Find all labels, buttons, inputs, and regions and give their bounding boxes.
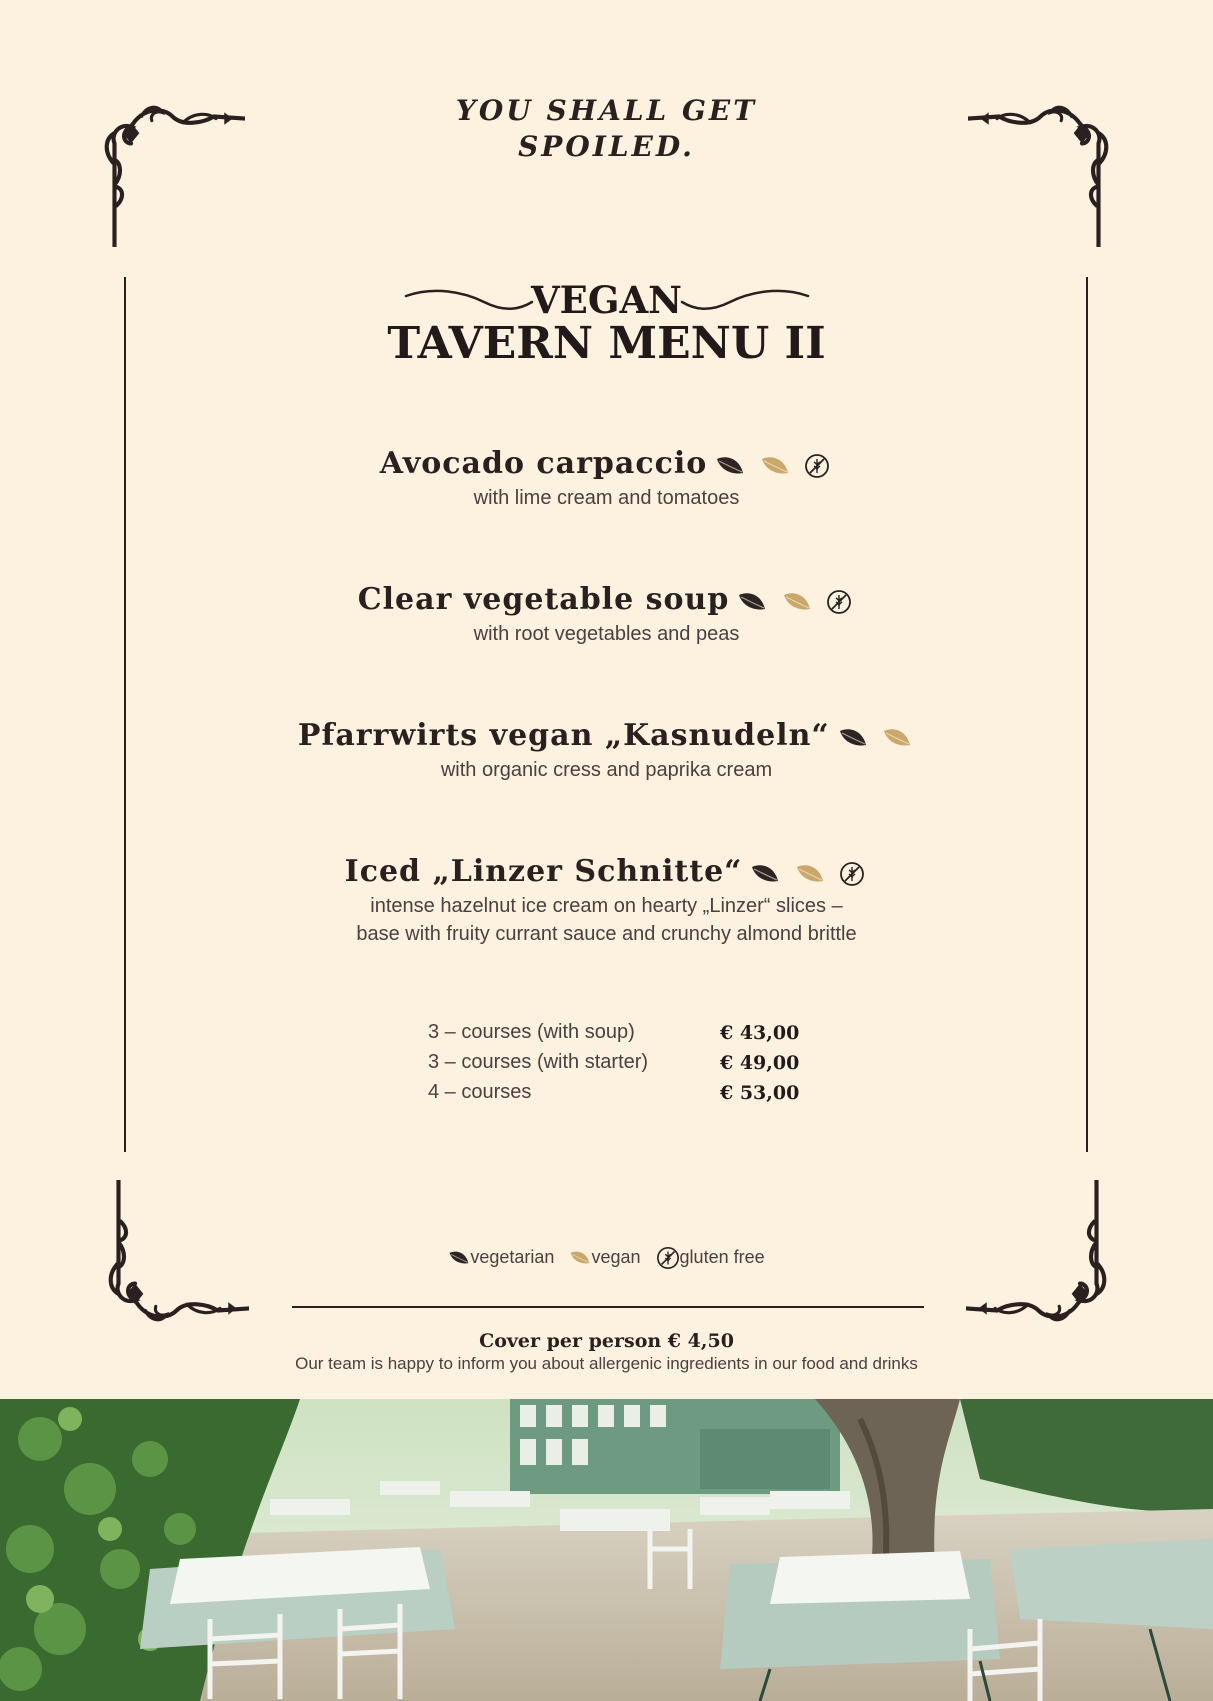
tagline — [0, 93, 1213, 165]
diet-legend — [0, 1243, 1213, 1271]
dish-name — [0, 716, 1213, 757]
left-border-line — [124, 277, 126, 1152]
cover-charge: Cover per person € 4,50 — [479, 1330, 734, 1352]
price-value: € 53,00 — [720, 1082, 800, 1104]
menu-title-vegan: VEGAN — [530, 278, 683, 322]
legend-gluten-free — [656, 1247, 765, 1267]
allergen-note: Our team is happy to inform you about allergenic ingredients in our food and drinks — [295, 1354, 918, 1373]
dish-description: intense hazelnut ice cream on hearty „Linzer“ slices – — [370, 895, 843, 917]
vegetarian-icon — [838, 727, 868, 749]
price-row — [428, 1017, 798, 1047]
dish-name — [0, 580, 1213, 621]
vegan-icon — [795, 863, 825, 885]
price-label: 4 – courses — [428, 1081, 532, 1103]
tagline-line-2: SPOILED. — [518, 130, 695, 163]
gluten-free-icon — [839, 861, 865, 887]
beer-garden-photo — [0, 1399, 1213, 1701]
price-row — [428, 1077, 798, 1107]
gluten-free-icon — [826, 589, 852, 615]
vegan-icon — [782, 591, 812, 613]
vegan-icon — [882, 727, 912, 749]
dish-name-text: Pfarrwirts vegan „Kasnudeln“ — [297, 718, 830, 753]
vegetarian-icon — [715, 455, 745, 477]
menu-title-main: TAVERN MENU II — [387, 318, 826, 369]
vegetarian-icon — [750, 863, 780, 885]
price-value: € 49,00 — [720, 1052, 800, 1074]
dish-name-text: Iced „Linzer Schnitte“ — [344, 854, 743, 889]
price-value: € 43,00 — [720, 1022, 800, 1044]
legend-vegan-label: vegan — [591, 1247, 641, 1267]
legend-vegetarian-label: vegetarian — [470, 1247, 555, 1267]
legend-vegan — [569, 1247, 645, 1267]
vegetarian-icon — [737, 591, 767, 613]
right-border-line — [1086, 277, 1088, 1152]
price-row — [428, 1047, 798, 1077]
price-label: 3 – courses (with soup) — [428, 1021, 635, 1043]
price-label: 3 – courses (with starter) — [428, 1051, 649, 1073]
footer-divider — [292, 1306, 924, 1308]
dish-name-text: Clear vegetable soup — [357, 582, 730, 617]
tagline-line-1: YOU SHALL GET — [455, 94, 758, 127]
dish-description: base with fruity currant sauce and crunchy almond brittle — [356, 923, 857, 945]
dish-name — [0, 444, 1213, 485]
dish-name — [0, 852, 1213, 893]
vegan-icon — [569, 1250, 591, 1266]
legend-gluten-free-label: gluten free — [679, 1247, 765, 1267]
vegetarian-icon — [448, 1250, 470, 1266]
legend-vegetarian — [448, 1247, 559, 1267]
dish-description: with root vegetables and peas — [473, 623, 740, 645]
gluten-free-icon — [804, 453, 830, 479]
gluten-free-icon — [656, 1246, 680, 1270]
dish-description: with lime cream and tomatoes — [473, 487, 740, 509]
vegan-icon — [760, 455, 790, 477]
dish-name-text: Avocado carpaccio — [379, 446, 708, 481]
dish-description: with organic cress and paprika cream — [440, 759, 773, 781]
